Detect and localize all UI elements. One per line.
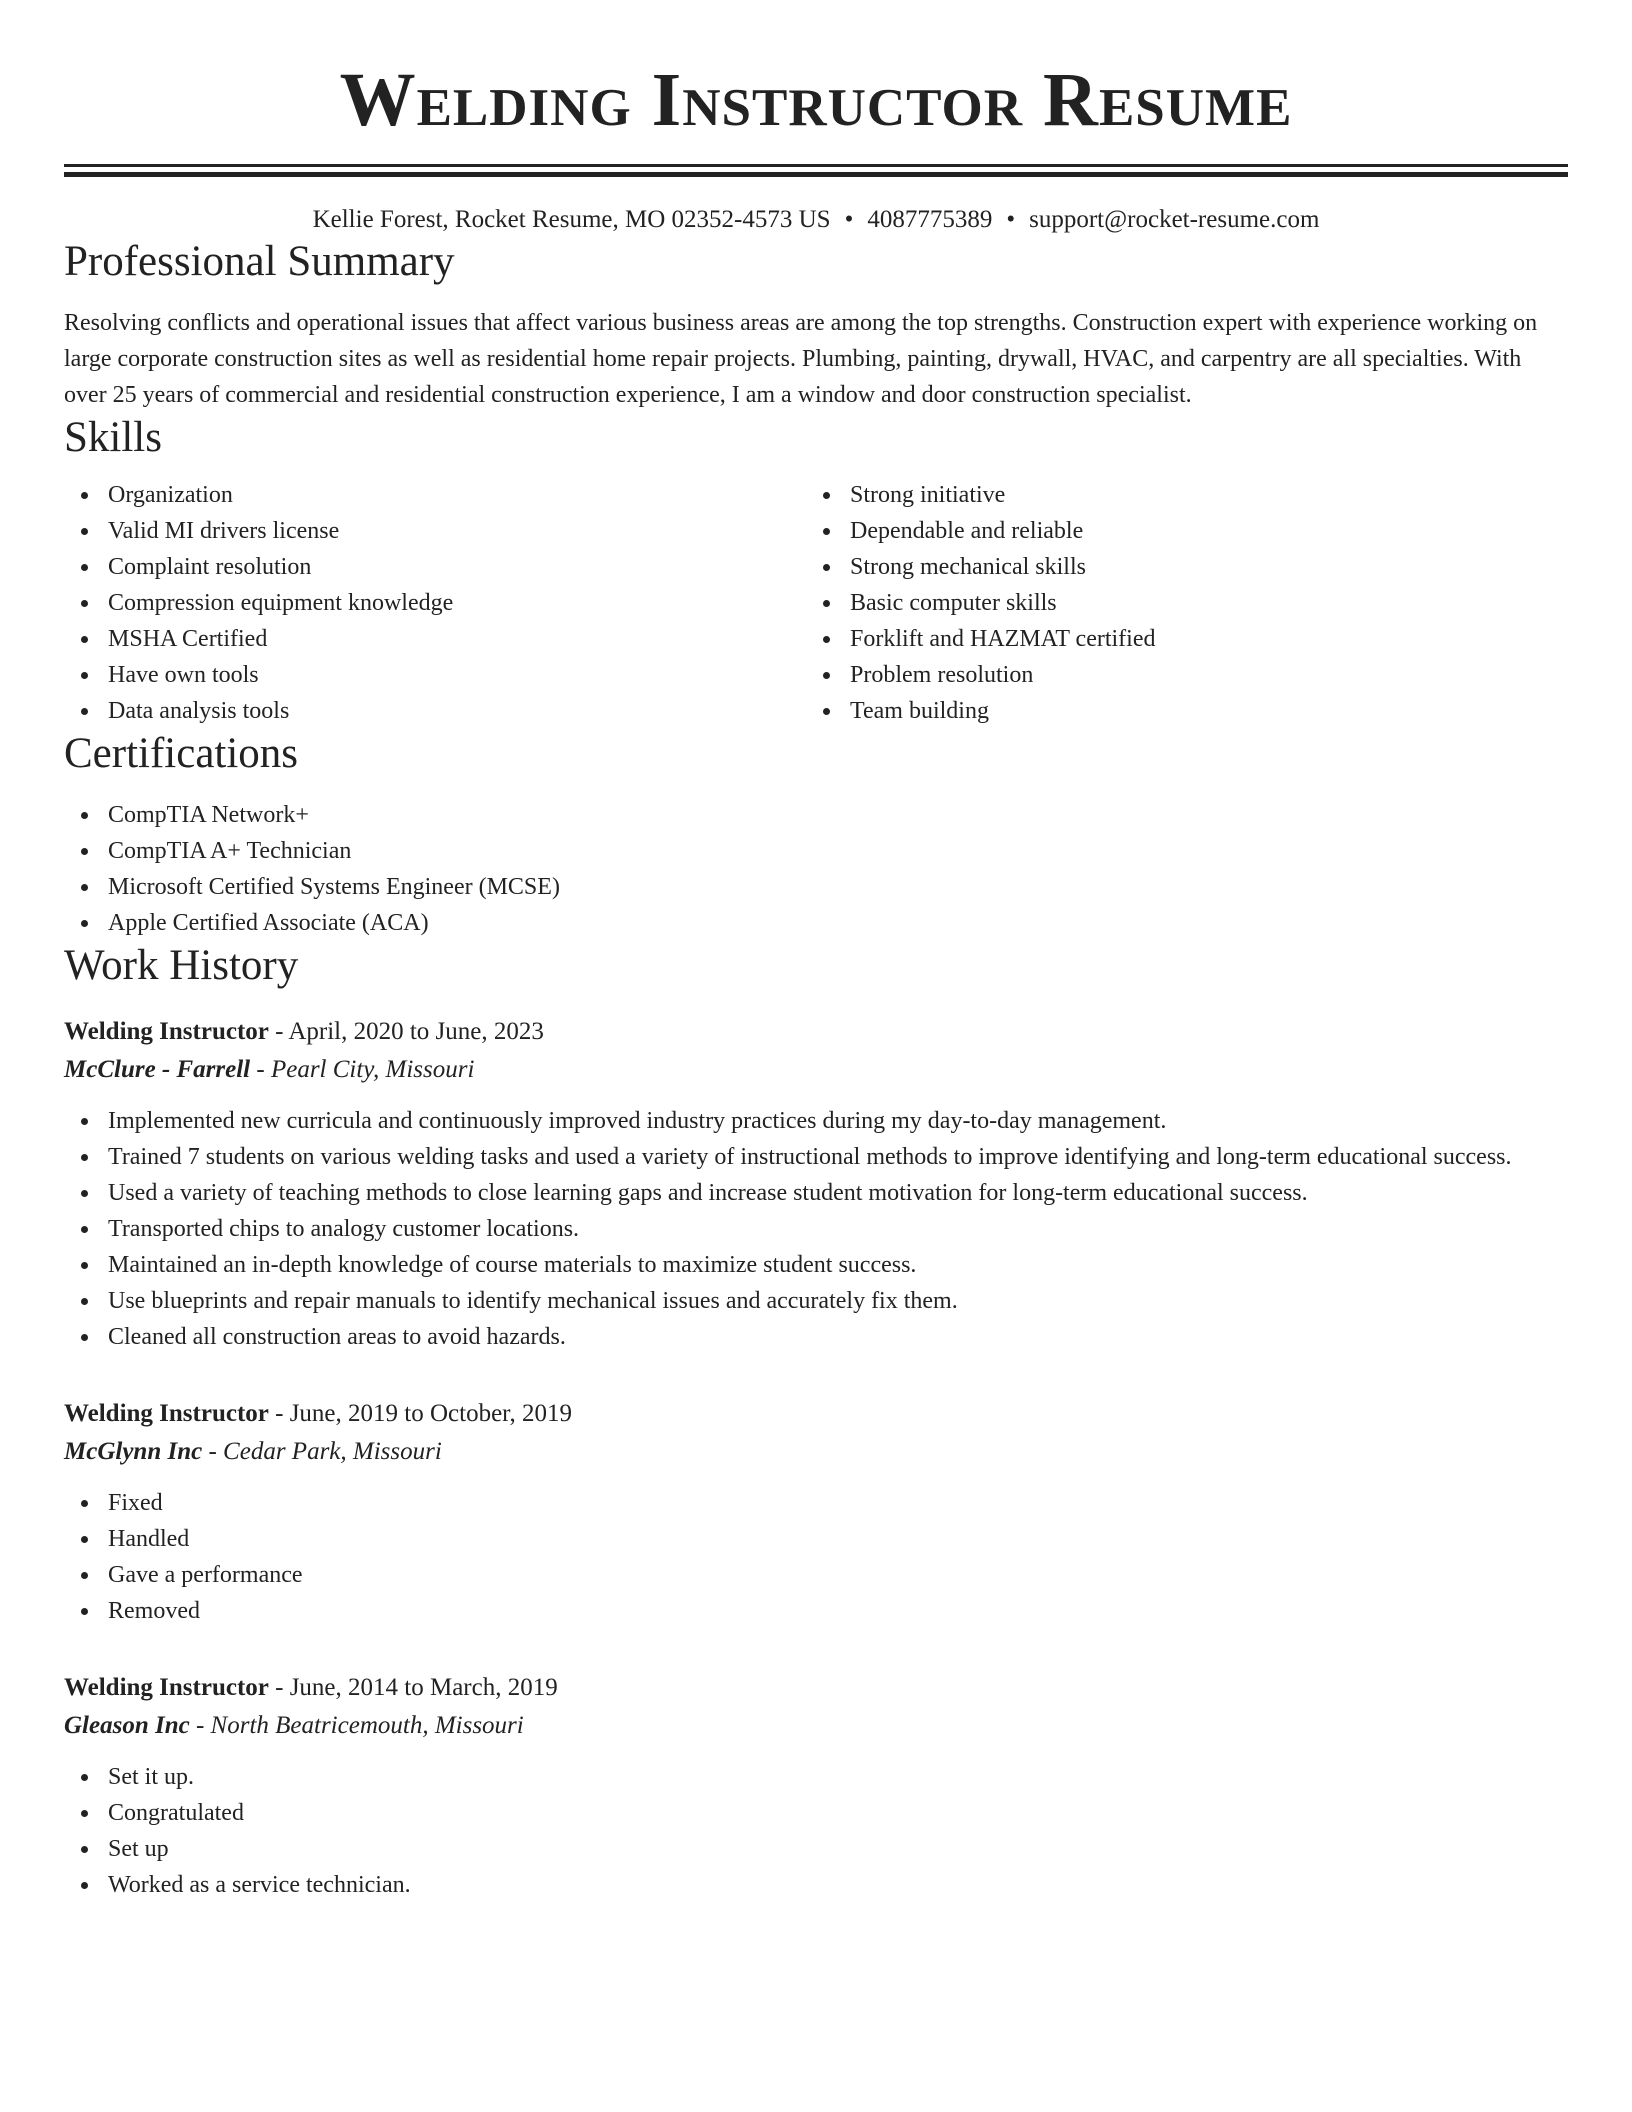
skill-item: Team building	[806, 693, 1548, 729]
certification-item: CompTIA Network+	[64, 797, 1568, 833]
job-bullet: Cleaned all construction areas to avoid hazards.	[64, 1319, 1568, 1355]
job-location: - Cedar Park, Missouri	[202, 1438, 442, 1465]
contact-separator: •	[844, 206, 854, 233]
skill-item: Organization	[64, 477, 806, 513]
job-bullet: Transported chips to analogy customer locations.	[64, 1211, 1568, 1247]
resume-title: Welding Instructor Resume	[339, 58, 1293, 142]
skills-columns	[64, 477, 1568, 729]
job-bullet: Use blueprints and repair manuals to identify mechanical issues and accurately fix them.	[64, 1283, 1568, 1319]
job-bullet: Maintained an in-depth knowledge of course materials to maximize student success.	[64, 1247, 1568, 1283]
contact-phone: 4087775389	[867, 206, 993, 233]
job-company: McClure - Farrell	[64, 1056, 251, 1083]
certification-item: Microsoft Certified Systems Engineer (MCSE)	[64, 869, 1568, 905]
skill-item: Strong initiative	[806, 477, 1548, 513]
job-company: Gleason Inc	[64, 1712, 190, 1739]
contact-email: support@rocket-resume.com	[1029, 206, 1320, 233]
job-bullet: Trained 7 students on various welding tasks and used a variety of instructional methods to improve identifying and long-term educational success.	[64, 1139, 1568, 1175]
skills-column-left	[64, 477, 806, 729]
job-bullet: Set up	[64, 1831, 1568, 1867]
job-bullet: Implemented new curricula and continuously improved industry practices during my day-to-day management.	[64, 1103, 1568, 1139]
certification-item: Apple Certified Associate (ACA)	[64, 905, 1568, 941]
job-bullets	[64, 1485, 1568, 1629]
title-rule-top	[64, 164, 1568, 167]
certifications-list	[64, 797, 1568, 941]
skill-item: Data analysis tools	[64, 693, 806, 729]
certification-item: CompTIA A+ Technician	[64, 833, 1568, 869]
skills-list-left	[64, 477, 806, 729]
job-entry	[64, 1013, 1568, 1355]
job-entry	[64, 1669, 1568, 1903]
job-title: Welding Instructor	[64, 1674, 269, 1701]
job-bullet: Fixed	[64, 1485, 1568, 1521]
work-history-heading: Work History	[64, 942, 299, 989]
job-bullet: Set it up.	[64, 1759, 1568, 1795]
job-title-line	[64, 1395, 1568, 1433]
job-title-line	[64, 1669, 1568, 1707]
job-bullet: Worked as a service technician.	[64, 1867, 1568, 1903]
skill-item: Basic computer skills	[806, 585, 1548, 621]
skill-item: Problem resolution	[806, 657, 1548, 693]
skill-item: Compression equipment knowledge	[64, 585, 806, 621]
job-bullet: Congratulated	[64, 1795, 1568, 1831]
resume-page	[64, 0, 1568, 1903]
skill-item: Dependable and reliable	[806, 513, 1548, 549]
job-bullet: Used a variety of teaching methods to close learning gaps and increase student motivation for long-term educational success.	[64, 1175, 1568, 1211]
skill-item: Valid MI drivers license	[64, 513, 806, 549]
contact-separator: •	[1006, 206, 1016, 233]
job-bullet: Removed	[64, 1593, 1568, 1629]
title-rule-bottom	[64, 172, 1568, 177]
job-company-line	[64, 1051, 1568, 1089]
skills-heading: Skills	[64, 414, 162, 461]
job-bullet: Gave a performance	[64, 1557, 1568, 1593]
job-location: - North Beatricemouth, Missouri	[189, 1712, 524, 1739]
skill-item: Strong mechanical skills	[806, 549, 1548, 585]
job-company-line	[64, 1433, 1568, 1471]
job-location: - Pearl City, Missouri	[250, 1056, 475, 1083]
contact-address: Kellie Forest, Rocket Resume, MO 02352-4573 US	[312, 206, 831, 233]
certifications-heading: Certifications	[64, 730, 299, 777]
job-dates: - June, 2014 to March, 2019	[268, 1674, 558, 1701]
job-title: Welding Instructor	[64, 1400, 269, 1427]
job-dates: - June, 2019 to October, 2019	[268, 1400, 572, 1427]
skill-item: Complaint resolution	[64, 549, 806, 585]
job-entry	[64, 1395, 1568, 1629]
contact-line	[64, 203, 1568, 237]
job-company: McGlynn Inc	[64, 1438, 203, 1465]
job-title: Welding Instructor	[64, 1018, 269, 1045]
skills-list-right	[806, 477, 1548, 729]
job-bullet: Handled	[64, 1521, 1568, 1557]
skills-column-right	[806, 477, 1548, 729]
job-title-line	[64, 1013, 1568, 1051]
summary-text: Resolving conflicts and operational issues that affect various business areas are among the top strengths. Construction expert with experience working on large corporate construction sites as well as residential home repair projects. Plumbing, painting, drywall, HVAC, and carpentry are all specialties. With over 25 years of commercial and residential construction experience, I am a window and door construction specialist.	[64, 310, 1538, 408]
job-dates: - April, 2020 to June, 2023	[268, 1018, 544, 1045]
skill-item: Forklift and HAZMAT certified	[806, 621, 1548, 657]
skill-item: MSHA Certified	[64, 621, 806, 657]
job-company-line	[64, 1707, 1568, 1745]
summary-heading: Professional Summary	[64, 238, 455, 285]
job-bullets	[64, 1103, 1568, 1355]
skill-item: Have own tools	[64, 657, 806, 693]
job-bullets	[64, 1759, 1568, 1903]
